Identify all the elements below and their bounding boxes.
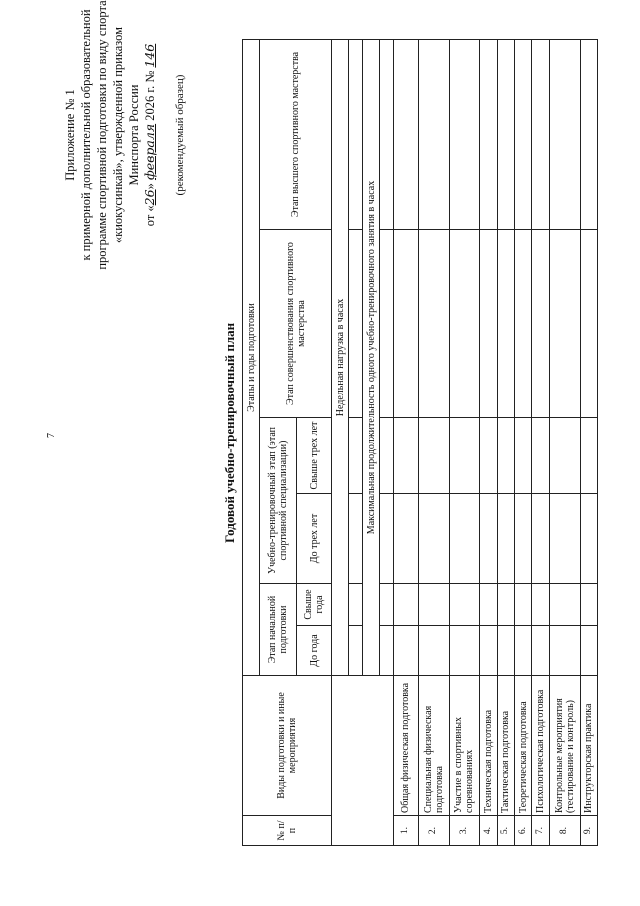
row-num: 4.	[480, 816, 497, 846]
row-num: 1.	[393, 816, 418, 846]
row-label: Тактическая подготовка	[497, 676, 514, 816]
table-row	[549, 39, 580, 845]
row-label: Специальная физическая подготовка	[418, 676, 449, 816]
sub-over-three: Свыше трех лет	[297, 418, 332, 494]
appendix-line: программе спортивной подготовки по виду спорта	[95, 0, 109, 270]
row-label: Общая физическая подготовка	[393, 676, 418, 816]
appendix-line: к примерной дополнительной образовательной	[79, 9, 93, 261]
table-row	[393, 39, 418, 845]
header-stage-higher: Этап высшего спортивного мастерства	[260, 39, 332, 229]
table-row	[480, 39, 497, 845]
appendix-line: «киокусинкай», утвержденной приказом	[111, 26, 125, 244]
row-num: 6.	[515, 816, 532, 846]
row-label: Психологическая подготовка	[532, 676, 549, 816]
sub-up-to-three: До трех лет	[297, 494, 332, 584]
appendix-line: Приложение № 1	[63, 89, 77, 181]
header-types: Виды подготовки и иные мероприятия	[243, 676, 332, 816]
table-row	[418, 39, 449, 845]
header-num: № п/п	[243, 816, 332, 846]
row-num: 7.	[532, 816, 549, 846]
table-row	[449, 39, 480, 845]
table-row	[580, 39, 597, 845]
sub-up-to-year: До года	[297, 626, 332, 676]
blank-cell	[332, 676, 394, 846]
recommended-note: (рекомендуемый образец)	[174, 74, 186, 196]
sub-over-year: Свыше года	[297, 584, 332, 626]
appendix-line: Минспорта России	[127, 84, 141, 186]
table-row	[515, 39, 532, 845]
row-label: Участие в спортивных соревнованиях	[449, 676, 480, 816]
order-month: февраля	[142, 123, 157, 181]
row-num: 8.	[549, 816, 580, 846]
row-label: Теоретическая подготовка	[515, 676, 532, 816]
header-stage-training: Учебно-тренировочный этап (этап спортивной специализации)	[260, 418, 297, 584]
appendix-header	[62, 0, 188, 295]
row-label: Инструкторская практика	[580, 676, 597, 816]
page-number: 7	[46, 433, 57, 438]
order-line: от «26» февраля 2026 г. № 146	[142, 43, 157, 227]
max-duration-label: Максимальная продолжительность одного учебно-тренировочного занятия в часах	[362, 39, 379, 675]
order-day: 26	[142, 189, 157, 206]
row-num: 9.	[580, 816, 597, 846]
header-stages: Этапы и годы подготовки	[243, 39, 260, 675]
order-number: 146	[142, 43, 157, 68]
row-num: 5.	[497, 816, 514, 846]
document-title: Годовой учебно-тренировочный план	[222, 322, 237, 543]
plan-table-wrapper	[242, 40, 598, 846]
row-label: Техническая подготовка	[480, 676, 497, 816]
row-num: 3.	[449, 816, 480, 846]
table-row	[497, 39, 514, 845]
training-plan-table	[242, 39, 598, 846]
row-label: Контрольные мероприятия (тестирование и контроль)	[549, 676, 580, 816]
row-num: 2.	[418, 816, 449, 846]
table-row	[532, 39, 549, 845]
header-stage-improvement: Этап совершенствования спортивного мастерства	[260, 230, 332, 418]
weekly-load-label: Недельная нагрузка в часах	[332, 39, 349, 675]
header-stage-initial: Этап начальной подготовки	[260, 584, 297, 676]
